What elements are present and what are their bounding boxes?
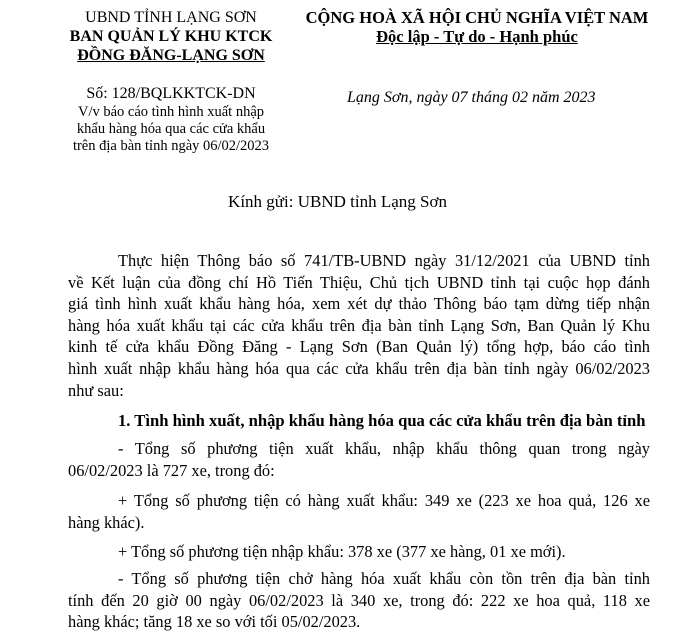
issuing-organization (40, 8, 302, 65)
paragraph-line: tính đến 20 giờ 00 ngày 06/02/2023 là 340 xe, trong đó: 222 xe hoa quả, 118 xe (68, 590, 650, 610)
paragraph-line: Thực hiện Thông báo số 741/TB-UBND ngày 31/12/2021 của UBND tỉnh (118, 251, 650, 270)
paragraph-line: về Kết luận của đồng chí Hồ Tiến Thiệu, Chủ tịch UBND tỉnh tại cuộc họp đánh (68, 272, 650, 292)
total-vehicles-paragraph (68, 438, 650, 481)
document-number: Số: 128/BQLKKTCK-DN (86, 85, 256, 102)
paragraph-line: như sau: (68, 380, 124, 400)
paragraph-line: + Tổng số phương tiện nhập khẩu: 378 xe (377 xe hàng, 01 xe mới). (118, 542, 566, 561)
recipient: Kính gửi: UBND tỉnh Lạng Sơn (228, 192, 447, 211)
paragraph-line: kinh tế cửa khẩu Đồng Đăng - Lạng Sơn (Ban Quản lý) tổng hợp, báo cáo tình (68, 337, 650, 357)
paragraph-line: hàng hóa xuất khẩu tại các cửa khẩu trên địa bàn tỉnh Lạng Sơn, Ban Quản lý Khu (68, 315, 650, 335)
subject-line: khẩu hàng hóa qua các cửa khẩu (76, 121, 266, 137)
place-date: Lạng Sơn, ngày 07 tháng 02 năm 2023 (347, 89, 596, 106)
paragraph-line: hàng khác). (68, 512, 145, 532)
paragraph-line: + Tổng số phương tiện có hàng xuất khẩu: 349 xe (223 xe hoa quả, 126 xe (118, 491, 650, 510)
import-vehicles-paragraph (68, 541, 650, 563)
org-parent: UBND TỈNH LẠNG SƠN (85, 9, 257, 26)
intro-paragraph (68, 250, 650, 401)
paragraph-line: hàng khác; tăng 18 xe so với tối 05/02/2023. (68, 612, 361, 632)
paragraph-line: giá tình hình xuất khẩu hàng hóa, xem xét dự thảo Thông báo tạm dừng tiếp nhận (68, 294, 650, 314)
document-reference (40, 84, 302, 155)
paragraph-line: hình xuất nhập khẩu hàng hóa qua các cửa khẩu trên địa bàn tỉnh ngày 06/02/2023 (68, 358, 650, 378)
subject-line: V/v báo cáo tình hình xuất nhập (77, 104, 265, 120)
export-vehicles-paragraph (68, 490, 650, 533)
national-heading (292, 8, 662, 46)
paragraph-line: - Tổng số phương tiện xuất khẩu, nhập khẩu thông quan trong ngày (118, 439, 650, 458)
backlog-vehicles-paragraph (68, 568, 650, 633)
paragraph-line: 06/02/2023 là 727 xe, trong đó: (68, 460, 275, 480)
section-heading: 1. Tình hình xuất, nhập khẩu hàng hóa qua các cửa khẩu trên địa bàn tỉnh (118, 411, 646, 430)
national-motto: Độc lập - Tự do - Hạnh phúc (376, 27, 578, 46)
subject-line: trên địa bàn tỉnh ngày 06/02/2023 (72, 138, 270, 154)
paragraph-line: - Tổng số phương tiện chở hàng hóa xuất khẩu còn tồn trên địa bàn tỉnh (118, 569, 650, 588)
nation-name: CỘNG HOÀ XÃ HỘI CHỦ NGHĨA VIỆT NAM (305, 8, 649, 27)
org-name-line1: BAN QUẢN LÝ KHU KTCK (69, 28, 273, 45)
org-name-line2: ĐỒNG ĐĂNG-LẠNG SƠN (77, 47, 265, 64)
